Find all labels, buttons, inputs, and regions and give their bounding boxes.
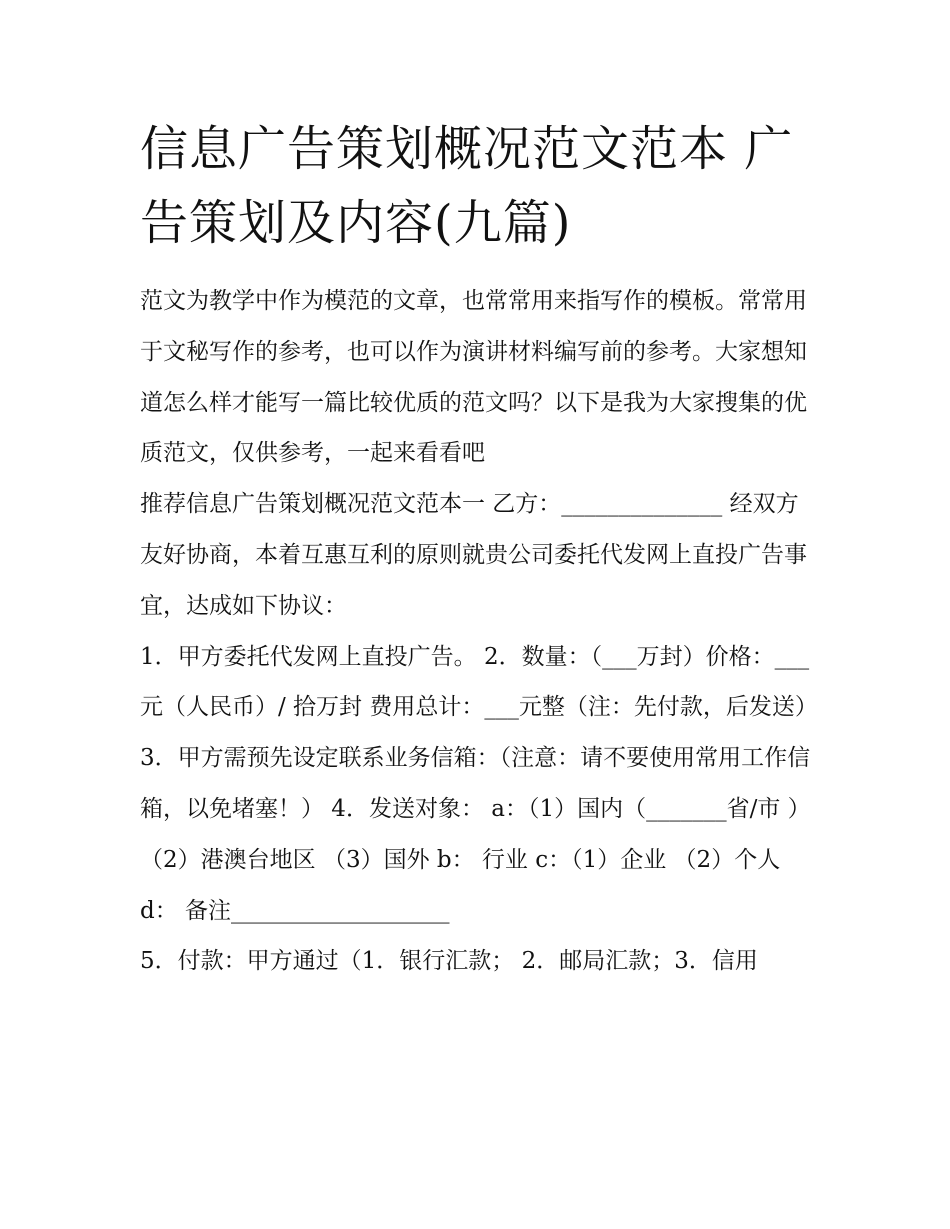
paragraph-clause-5: 5．付款：甲方通过（1．银行汇款； 2．邮局汇款；3．信用 — [140, 948, 758, 975]
paragraph-clause-1-2: 1．甲方委托代发网上直投广告。 2．数量：（___万封）价格：___元（人民币）/ 拾万封 费用总计：___元整（注：先付款，后发送） — [140, 643, 818, 721]
paragraph-intro: 范文为教学中作为模范的文章，也常常用来指写作的模板。常常用于文秘写作的参考，也可以作为演讲材料编写前的参考。大家想知道怎么样才能写一篇比较优质的范文吗？以下是我为大家搜集的优质范文，仅供参考，一起来看看吧 — [140, 288, 807, 467]
document-body — [140, 276, 820, 987]
document-title: 信息广告策划概况范文范本 广告策划及内容(九篇) — [140, 121, 794, 251]
paragraph-targets: （2）港澳台地区 （3）国外 b： 行业 c：（1）企业 （2）个人 d： 备注___________________ — [140, 846, 781, 924]
paragraph-agreement-parties: 推荐信息广告策划概况范文范本一 乙方：______________ 经双方友好协商，本着互惠互利的原则就贵公司委托代发网上直投广告事宜，达成如下协议： — [140, 491, 807, 619]
paragraph-clause-3-4: 3．甲方需预先设定联系业务信箱：（注意：请不要使用常用工作信箱，以免堵塞！） 4．发送对象： a：（1）国内（_______省/市 ） — [140, 745, 811, 822]
